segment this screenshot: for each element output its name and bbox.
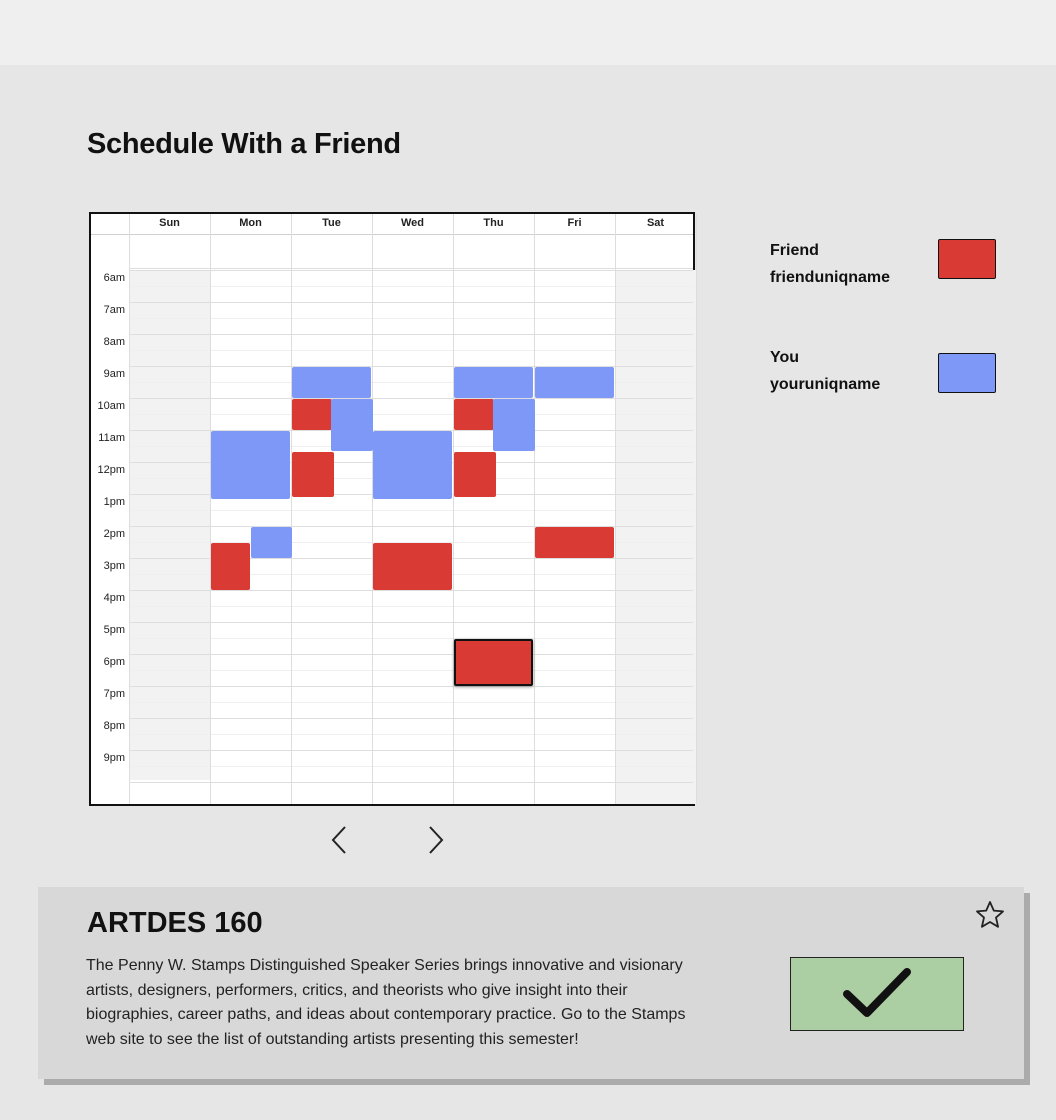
friend-event-tue[interactable]: [292, 452, 334, 497]
friend-event-thu[interactable]: [454, 452, 496, 497]
hour-label: 4pm: [103, 592, 125, 604]
your-event-thu[interactable]: [454, 367, 533, 398]
day-header-mon: Mon: [239, 217, 262, 229]
hour-label: 8pm: [103, 720, 125, 732]
chevron-left-icon: [329, 824, 349, 856]
favorite-button[interactable]: [974, 899, 1006, 931]
header-divider: [91, 234, 693, 235]
day-header-wed: Wed: [400, 217, 425, 229]
day-divider: [615, 214, 616, 804]
hour-label: 8am: [103, 336, 125, 348]
hour-line: [129, 302, 693, 303]
day-header-sat: Sat: [646, 217, 665, 229]
chevron-right-icon: [426, 824, 446, 856]
prev-week-button[interactable]: [324, 822, 354, 858]
friend-event-thu[interactable]: [454, 399, 494, 430]
half-hour-line: [129, 510, 693, 511]
hour-label: 9am: [103, 368, 125, 380]
hour-line: [129, 686, 693, 687]
half-hour-line: [129, 702, 693, 703]
legend-friend-username: frienduniqname: [770, 269, 891, 286]
course-card: [38, 887, 1024, 1079]
your-event-fri[interactable]: [535, 367, 614, 398]
checkmark-icon: [841, 966, 913, 1022]
hour-label: 2pm: [103, 528, 125, 540]
your-event-mon[interactable]: [251, 527, 292, 558]
week-calendar[interactable]: [89, 212, 695, 806]
day-divider: [291, 214, 292, 804]
your-event-thu[interactable]: [493, 399, 535, 451]
hour-line: [129, 398, 693, 399]
half-hour-line: [129, 318, 693, 319]
your-event-mon[interactable]: [211, 431, 290, 499]
page-title: Schedule With a Friend: [87, 128, 401, 160]
hour-line: [129, 270, 693, 271]
friend-event-thu[interactable]: [454, 639, 533, 686]
hour-label: 10am: [97, 400, 125, 412]
hour-line: [129, 654, 693, 655]
hour-label: 7am: [103, 304, 125, 316]
half-hour-line: [129, 734, 693, 735]
star-icon: [974, 899, 1006, 931]
hour-line: [129, 334, 693, 335]
day-divider: [372, 214, 373, 804]
half-hour-line: [129, 606, 693, 607]
hour-label: 3pm: [103, 560, 125, 572]
weekend-column-sun: [129, 270, 210, 780]
hour-label: 1pm: [103, 496, 125, 508]
hour-line: [129, 750, 693, 751]
day-header-sun: Sun: [159, 217, 180, 229]
day-header-thu: Thu: [483, 217, 504, 229]
top-bar: [0, 0, 1056, 65]
hour-label: 7pm: [103, 688, 125, 700]
hour-line: [129, 590, 693, 591]
legend-you-label: You: [770, 349, 800, 366]
friend-event-tue[interactable]: [292, 399, 332, 430]
half-hour-line: [129, 638, 693, 639]
day-divider: [696, 214, 697, 804]
day-divider: [534, 214, 535, 804]
hour-label: 12pm: [97, 464, 125, 476]
hour-label: 6pm: [103, 656, 125, 668]
course-description: The Penny W. Stamps Distinguished Speaker Series brings innovative and visionary artists, designers, performers, critics, and theorists who give insight into their biographies, career paths, and ideas about contemporary practice. Go to the Stamps web site to see the list of outstanding artists presenting this semester!: [86, 957, 686, 1048]
your-event-tue[interactable]: [331, 399, 373, 451]
legend-friend-label: Friend: [770, 242, 819, 259]
hour-label: 5pm: [103, 624, 125, 636]
day-divider: [453, 214, 454, 804]
time-gutter-divider: [129, 214, 130, 804]
day-header-fri: Fri: [567, 217, 582, 229]
half-hour-line: [129, 670, 693, 671]
add-course-button[interactable]: [790, 957, 964, 1031]
legend-friend-swatch[interactable]: [938, 239, 996, 279]
friend-event-mon[interactable]: [211, 543, 250, 590]
your-event-wed[interactable]: [373, 431, 452, 499]
half-hour-line: [129, 414, 693, 415]
legend-you-swatch[interactable]: [938, 353, 996, 393]
hour-label: 9pm: [103, 752, 125, 764]
course-title: ARTDES 160: [87, 907, 263, 939]
friend-event-fri[interactable]: [535, 527, 614, 558]
hour-line: [129, 782, 693, 783]
half-hour-line: [129, 766, 693, 767]
friend-event-wed[interactable]: [373, 543, 452, 590]
hour-line: [129, 622, 693, 623]
allday-divider: [129, 268, 693, 269]
hour-label: 6am: [103, 272, 125, 284]
your-event-tue[interactable]: [292, 367, 371, 398]
day-header-tue: Tue: [322, 217, 341, 229]
half-hour-line: [129, 286, 693, 287]
legend-you-username: youruniqname: [770, 376, 881, 393]
day-divider: [210, 214, 211, 804]
hour-label: 11am: [98, 432, 125, 444]
next-week-button[interactable]: [421, 822, 451, 858]
half-hour-line: [129, 350, 693, 351]
hour-line: [129, 718, 693, 719]
